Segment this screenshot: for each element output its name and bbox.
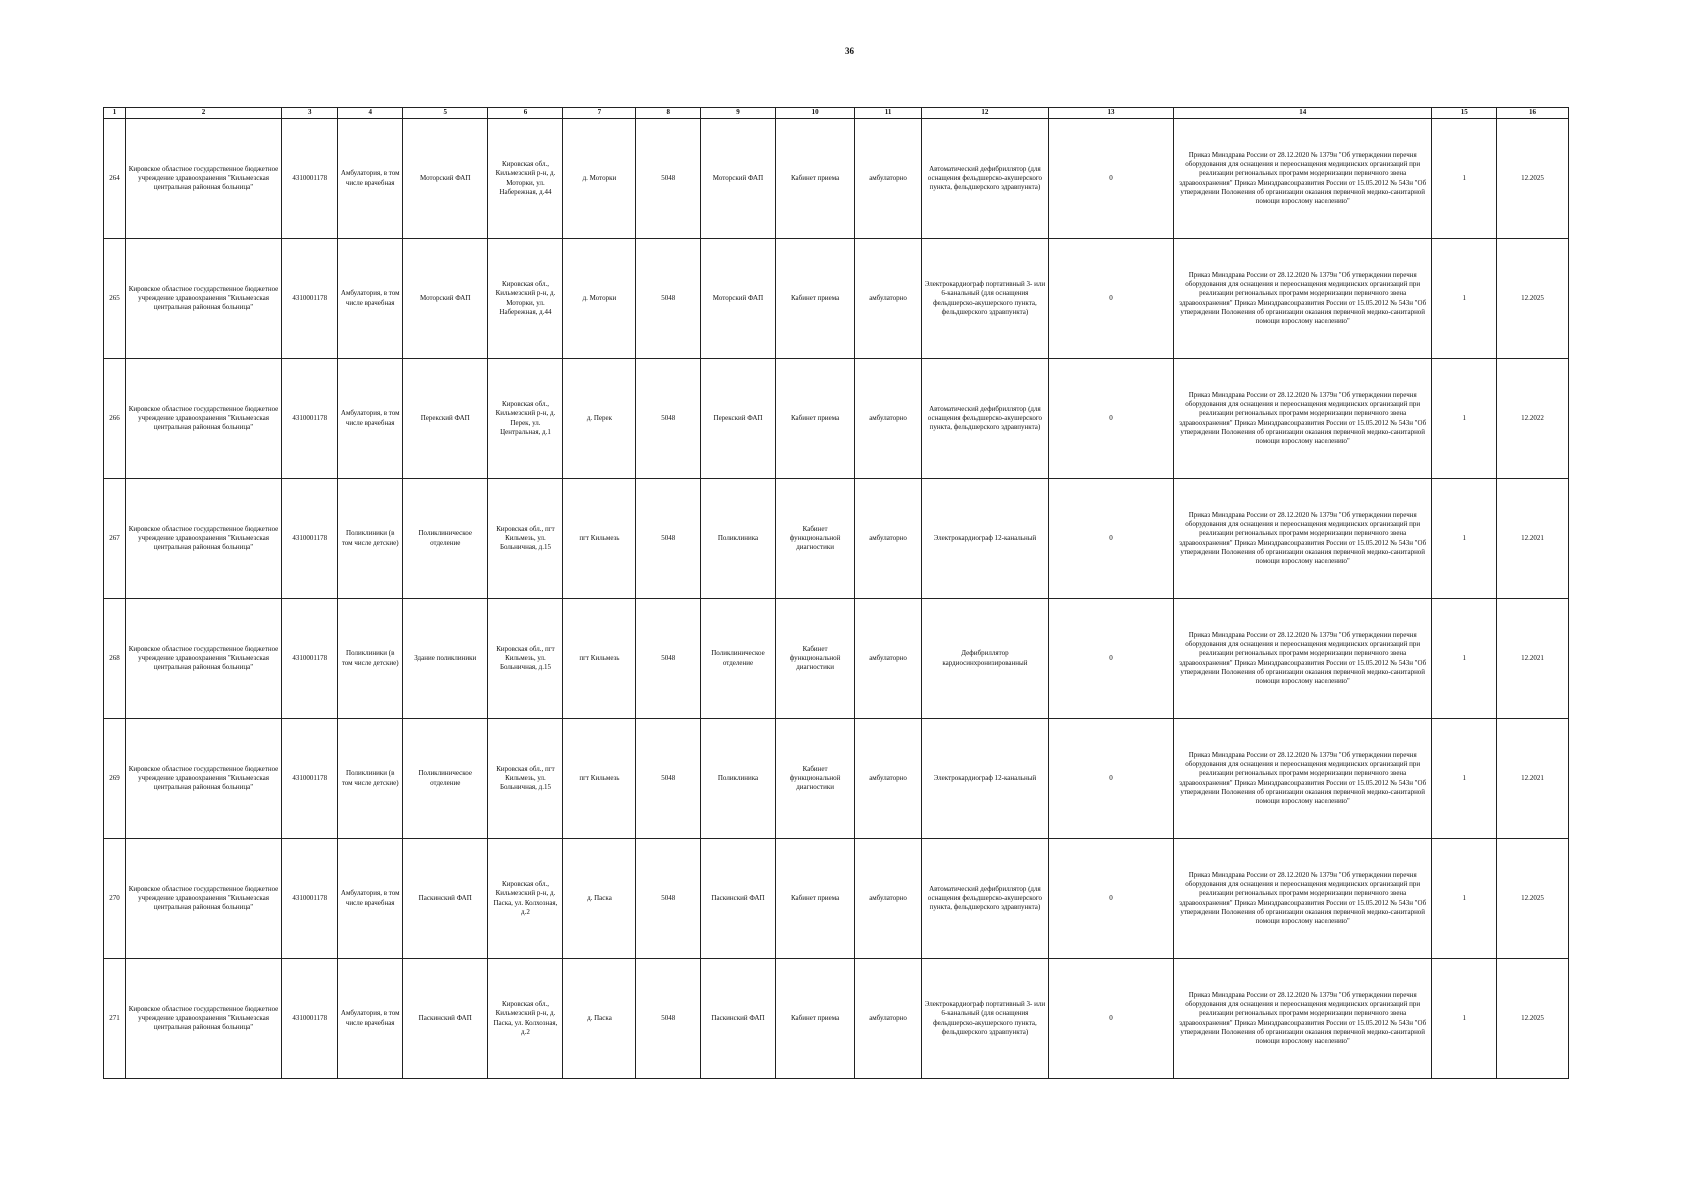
- table-row: [104, 359, 1569, 479]
- row-number: 270: [104, 839, 126, 959]
- department-cell: Моторский ФАП: [700, 239, 775, 359]
- address-cell: Кировская обл., Кильмезский р-н, д. Моторки, ул. Набережная, д.44: [488, 239, 563, 359]
- column-number-8: 8: [636, 108, 701, 119]
- address-cell: Кировская обл., Кильмезский р-н, д. Паска, ул. Колхозная, д.2: [488, 959, 563, 1079]
- department-cell: Моторский ФАП: [700, 119, 775, 239]
- legal-basis-cell: Приказ Минздрава России от 28.12.2020 № 1379н "Об утверждении перечня оборудования для оснащения и переоснащения медицинских организаций при реализации региональных программ модернизации первичного звена здравоохранения" Приказ Минздравсоцразвития России от 15.05.2012 № 543н "Об утверждении Положения об организации оказания первичной медико-санитарной помощи взрослому населению": [1174, 839, 1432, 959]
- organization-name: Кировское областное государственное бюджетное учреждение здравоохранения "Кильмезская центральная районная больница": [125, 719, 281, 839]
- organization-name: Кировское областное государственное бюджетное учреждение здравоохранения "Кильмезская центральная районная больница": [125, 479, 281, 599]
- address-cell: Кировская обл., Кильмезский р-н, д. Моторки, ул. Набережная, д.44: [488, 119, 563, 239]
- deadline-cell: 12.2021: [1497, 479, 1569, 599]
- facility-type: Амбулатория, в том числе врачебная: [338, 359, 403, 479]
- deadline-cell: 12.2022: [1497, 359, 1569, 479]
- quantity-needed-cell: 1: [1432, 719, 1497, 839]
- settlement-cell: пгт Кильмезь: [563, 599, 636, 719]
- code-cell: 5048: [636, 479, 701, 599]
- organization-name: Кировское областное государственное бюджетное учреждение здравоохранения "Кильмезская центральная районная больница": [125, 599, 281, 719]
- column-number-15: 15: [1432, 108, 1497, 119]
- inn-cell: 4310001178: [282, 479, 338, 599]
- column-number-row: [104, 108, 1569, 119]
- address-cell: Кировская обл., пгт Кильмезь, ул. Больничная, д.15: [488, 599, 563, 719]
- column-number-16: 16: [1497, 108, 1569, 119]
- row-number: 271: [104, 959, 126, 1079]
- room-cell: Кабинет функциональной диагностики: [776, 599, 855, 719]
- quantity-needed-cell: 1: [1432, 239, 1497, 359]
- room-cell: Кабинет функциональной диагностики: [776, 719, 855, 839]
- care-condition-cell: амбулаторно: [855, 359, 922, 479]
- organization-name: Кировское областное государственное бюджетное учреждение здравоохранения "Кильмезская центральная районная больница": [125, 119, 281, 239]
- quantity-needed-cell: 1: [1432, 599, 1497, 719]
- equipment-name: Электрокардиограф 12-канальный: [921, 719, 1048, 839]
- building-name: Паскинский ФАП: [403, 839, 488, 959]
- facility-type: Поликлиники (в том числе детские): [338, 719, 403, 839]
- address-cell: Кировская обл., пгт Кильмезь, ул. Больничная, д.15: [488, 479, 563, 599]
- building-name: Паскинский ФАП: [403, 959, 488, 1079]
- column-number-3: 3: [282, 108, 338, 119]
- column-number-13: 13: [1048, 108, 1173, 119]
- room-cell: Кабинет функциональной диагностики: [776, 479, 855, 599]
- deadline-cell: 12.2025: [1497, 239, 1569, 359]
- settlement-cell: д. Паска: [563, 839, 636, 959]
- department-cell: Поликлиника: [700, 479, 775, 599]
- table-row: [104, 719, 1569, 839]
- room-cell: Кабинет приема: [776, 959, 855, 1079]
- quantity-present-cell: 0: [1048, 359, 1173, 479]
- quantity-present-cell: 0: [1048, 239, 1173, 359]
- table-row: [104, 479, 1569, 599]
- row-number: 265: [104, 239, 126, 359]
- column-number-1: 1: [104, 108, 126, 119]
- settlement-cell: д. Паска: [563, 959, 636, 1079]
- row-number: 264: [104, 119, 126, 239]
- column-number-4: 4: [338, 108, 403, 119]
- legal-basis-cell: Приказ Минздрава России от 28.12.2020 № 1379н "Об утверждении перечня оборудования для оснащения и переоснащения медицинских организаций при реализации региональных программ модернизации первичного звена здравоохранения" Приказ Минздравсоцразвития России от 15.05.2012 № 543н "Об утверждении Положения об организации оказания первичной медико-санитарной помощи взрослому населению": [1174, 119, 1432, 239]
- row-number: 267: [104, 479, 126, 599]
- settlement-cell: д. Перек: [563, 359, 636, 479]
- quantity-needed-cell: 1: [1432, 119, 1497, 239]
- code-cell: 5048: [636, 599, 701, 719]
- deadline-cell: 12.2021: [1497, 599, 1569, 719]
- table-row: [104, 119, 1569, 239]
- facility-type: Амбулатория, в том числе врачебная: [338, 119, 403, 239]
- quantity-needed-cell: 1: [1432, 479, 1497, 599]
- department-cell: Паскинский ФАП: [700, 959, 775, 1079]
- column-number-11: 11: [855, 108, 922, 119]
- row-number: 268: [104, 599, 126, 719]
- deadline-cell: 12.2025: [1497, 959, 1569, 1079]
- equipment-name: Дефибриллятор кардиосинхронизированный: [921, 599, 1048, 719]
- department-cell: Паскинский ФАП: [700, 839, 775, 959]
- quantity-present-cell: 0: [1048, 959, 1173, 1079]
- legal-basis-cell: Приказ Минздрава России от 28.12.2020 № 1379н "Об утверждении перечня оборудования для оснащения и переоснащения медицинских организаций при реализации региональных программ модернизации первичного звена здравоохранения" Приказ Минздравсоцразвития России от 15.05.2012 № 543н "Об утверждении Положения об организации оказания первичной медико-санитарной помощи взрослому населению": [1174, 479, 1432, 599]
- care-condition-cell: амбулаторно: [855, 719, 922, 839]
- code-cell: 5048: [636, 959, 701, 1079]
- building-name: Моторский ФАП: [403, 239, 488, 359]
- legal-basis-cell: Приказ Минздрава России от 28.12.2020 № 1379н "Об утверждении перечня оборудования для оснащения и переоснащения медицинских организаций при реализации региональных программ модернизации первичного звена здравоохранения" Приказ Минздравсоцразвития России от 15.05.2012 № 543н "Об утверждении Положения об организации оказания первичной медико-санитарной помощи взрослому населению": [1174, 719, 1432, 839]
- settlement-cell: пгт Кильмезь: [563, 719, 636, 839]
- care-condition-cell: амбулаторно: [855, 239, 922, 359]
- legal-basis-cell: Приказ Минздрава России от 28.12.2020 № 1379н "Об утверждении перечня оборудования для оснащения и переоснащения медицинских организаций при реализации региональных программ модернизации первичного звена здравоохранения" Приказ Минздравсоцразвития России от 15.05.2012 № 543н "Об утверждении Положения об организации оказания первичной медико-санитарной помощи взрослому населению": [1174, 239, 1432, 359]
- department-cell: Поликлиническое отделение: [700, 599, 775, 719]
- inn-cell: 4310001178: [282, 119, 338, 239]
- quantity-needed-cell: 1: [1432, 359, 1497, 479]
- column-number-7: 7: [563, 108, 636, 119]
- column-number-9: 9: [700, 108, 775, 119]
- building-name: Перекский ФАП: [403, 359, 488, 479]
- column-number-6: 6: [488, 108, 563, 119]
- building-name: Моторский ФАП: [403, 119, 488, 239]
- code-cell: 5048: [636, 719, 701, 839]
- organization-name: Кировское областное государственное бюджетное учреждение здравоохранения "Кильмезская центральная районная больница": [125, 959, 281, 1079]
- equipment-name: Автоматический дефибриллятор (для оснащения фельдшерско-акушерского пункта, фельдшерского здравпункта): [921, 119, 1048, 239]
- inn-cell: 4310001178: [282, 239, 338, 359]
- room-cell: Кабинет приема: [776, 359, 855, 479]
- care-condition-cell: амбулаторно: [855, 479, 922, 599]
- inn-cell: 4310001178: [282, 839, 338, 959]
- room-cell: Кабинет приема: [776, 239, 855, 359]
- inn-cell: 4310001178: [282, 359, 338, 479]
- settlement-cell: д. Моторки: [563, 119, 636, 239]
- quantity-needed-cell: 1: [1432, 839, 1497, 959]
- equipment-name: Электрокардиограф портативный 3- или 6-канальный (для оснащения фельдшерско-акушерского пункта, фельдшерского здравпункта): [921, 959, 1048, 1079]
- care-condition-cell: амбулаторно: [855, 599, 922, 719]
- facility-type: Амбулатория, в том числе врачебная: [338, 959, 403, 1079]
- department-cell: Поликлиника: [700, 719, 775, 839]
- inn-cell: 4310001178: [282, 959, 338, 1079]
- building-name: Поликлиническое отделение: [403, 479, 488, 599]
- settlement-cell: пгт Кильмезь: [563, 479, 636, 599]
- column-number-10: 10: [776, 108, 855, 119]
- organization-name: Кировское областное государственное бюджетное учреждение здравоохранения "Кильмезская центральная районная больница": [125, 839, 281, 959]
- column-number-5: 5: [403, 108, 488, 119]
- code-cell: 5048: [636, 839, 701, 959]
- settlement-cell: д. Моторки: [563, 239, 636, 359]
- facility-type: Поликлиники (в том числе детские): [338, 479, 403, 599]
- deadline-cell: 12.2021: [1497, 719, 1569, 839]
- address-cell: Кировская обл., пгт Кильмезь, ул. Больничная, д.15: [488, 719, 563, 839]
- quantity-needed-cell: 1: [1432, 959, 1497, 1079]
- room-cell: Кабинет приема: [776, 839, 855, 959]
- legal-basis-cell: Приказ Минздрава России от 28.12.2020 № 1379н "Об утверждении перечня оборудования для оснащения и переоснащения медицинских организаций при реализации региональных программ модернизации первичного звена здравоохранения" Приказ Минздравсоцразвития России от 15.05.2012 № 543н "Об утверждении Положения об организации оказания первичной медико-санитарной помощи взрослому населению": [1174, 359, 1432, 479]
- quantity-present-cell: 0: [1048, 119, 1173, 239]
- care-condition-cell: амбулаторно: [855, 839, 922, 959]
- deadline-cell: 12.2025: [1497, 839, 1569, 959]
- department-cell: Перекский ФАП: [700, 359, 775, 479]
- equipment-name: Электрокардиограф 12-канальный: [921, 479, 1048, 599]
- equipment-table: [103, 107, 1569, 1079]
- legal-basis-cell: Приказ Минздрава России от 28.12.2020 № 1379н "Об утверждении перечня оборудования для оснащения и переоснащения медицинских организаций при реализации региональных программ модернизации первичного звена здравоохранения" Приказ Минздравсоцразвития России от 15.05.2012 № 543н "Об утверждении Положения об организации оказания первичной медико-санитарной помощи взрослому населению": [1174, 599, 1432, 719]
- organization-name: Кировское областное государственное бюджетное учреждение здравоохранения "Кильмезская центральная районная больница": [125, 239, 281, 359]
- table-row: [104, 239, 1569, 359]
- inn-cell: 4310001178: [282, 719, 338, 839]
- table-row: [104, 959, 1569, 1079]
- building-name: Поликлиническое отделение: [403, 719, 488, 839]
- facility-type: Амбулатория, в том числе врачебная: [338, 239, 403, 359]
- quantity-present-cell: 0: [1048, 839, 1173, 959]
- building-name: Здание поликлиники: [403, 599, 488, 719]
- code-cell: 5048: [636, 239, 701, 359]
- legal-basis-cell: Приказ Минздрава России от 28.12.2020 № 1379н "Об утверждении перечня оборудования для оснащения и переоснащения медицинских организаций при реализации региональных программ модернизации первичного звена здравоохранения" Приказ Минздравсоцразвития России от 15.05.2012 № 543н "Об утверждении Положения об организации оказания первичной медико-санитарной помощи взрослому населению": [1174, 959, 1432, 1079]
- equipment-name: Автоматический дефибриллятор (для оснащения фельдшерско-акушерского пункта, фельдшерского здравпункта): [921, 359, 1048, 479]
- column-number-2: 2: [125, 108, 281, 119]
- care-condition-cell: амбулаторно: [855, 119, 922, 239]
- deadline-cell: 12.2025: [1497, 119, 1569, 239]
- equipment-name: Автоматический дефибриллятор (для оснащения фельдшерско-акушерского пункта, фельдшерского здравпункта): [921, 839, 1048, 959]
- column-number-14: 14: [1174, 108, 1432, 119]
- row-number: 266: [104, 359, 126, 479]
- organization-name: Кировское областное государственное бюджетное учреждение здравоохранения "Кильмезская центральная районная больница": [125, 359, 281, 479]
- row-number: 269: [104, 719, 126, 839]
- facility-type: Поликлиники (в том числе детские): [338, 599, 403, 719]
- address-cell: Кировская обл., Кильмезский р-н, д. Перек, ул. Центральная, д.1: [488, 359, 563, 479]
- table-row: [104, 839, 1569, 959]
- equipment-name: Электрокардиограф портативный 3- или 6-канальный (для оснащения фельдшерско-акушерского пункта, фельдшерского здравпункта): [921, 239, 1048, 359]
- quantity-present-cell: 0: [1048, 719, 1173, 839]
- column-number-12: 12: [921, 108, 1048, 119]
- facility-type: Амбулатория, в том числе врачебная: [338, 839, 403, 959]
- care-condition-cell: амбулаторно: [855, 959, 922, 1079]
- quantity-present-cell: 0: [1048, 599, 1173, 719]
- code-cell: 5048: [636, 359, 701, 479]
- table-row: [104, 599, 1569, 719]
- page-number: 36: [845, 46, 854, 56]
- inn-cell: 4310001178: [282, 599, 338, 719]
- room-cell: Кабинет приема: [776, 119, 855, 239]
- address-cell: Кировская обл., Кильмезский р-н, д. Паска, ул. Колхозная, д.2: [488, 839, 563, 959]
- code-cell: 5048: [636, 119, 701, 239]
- quantity-present-cell: 0: [1048, 479, 1173, 599]
